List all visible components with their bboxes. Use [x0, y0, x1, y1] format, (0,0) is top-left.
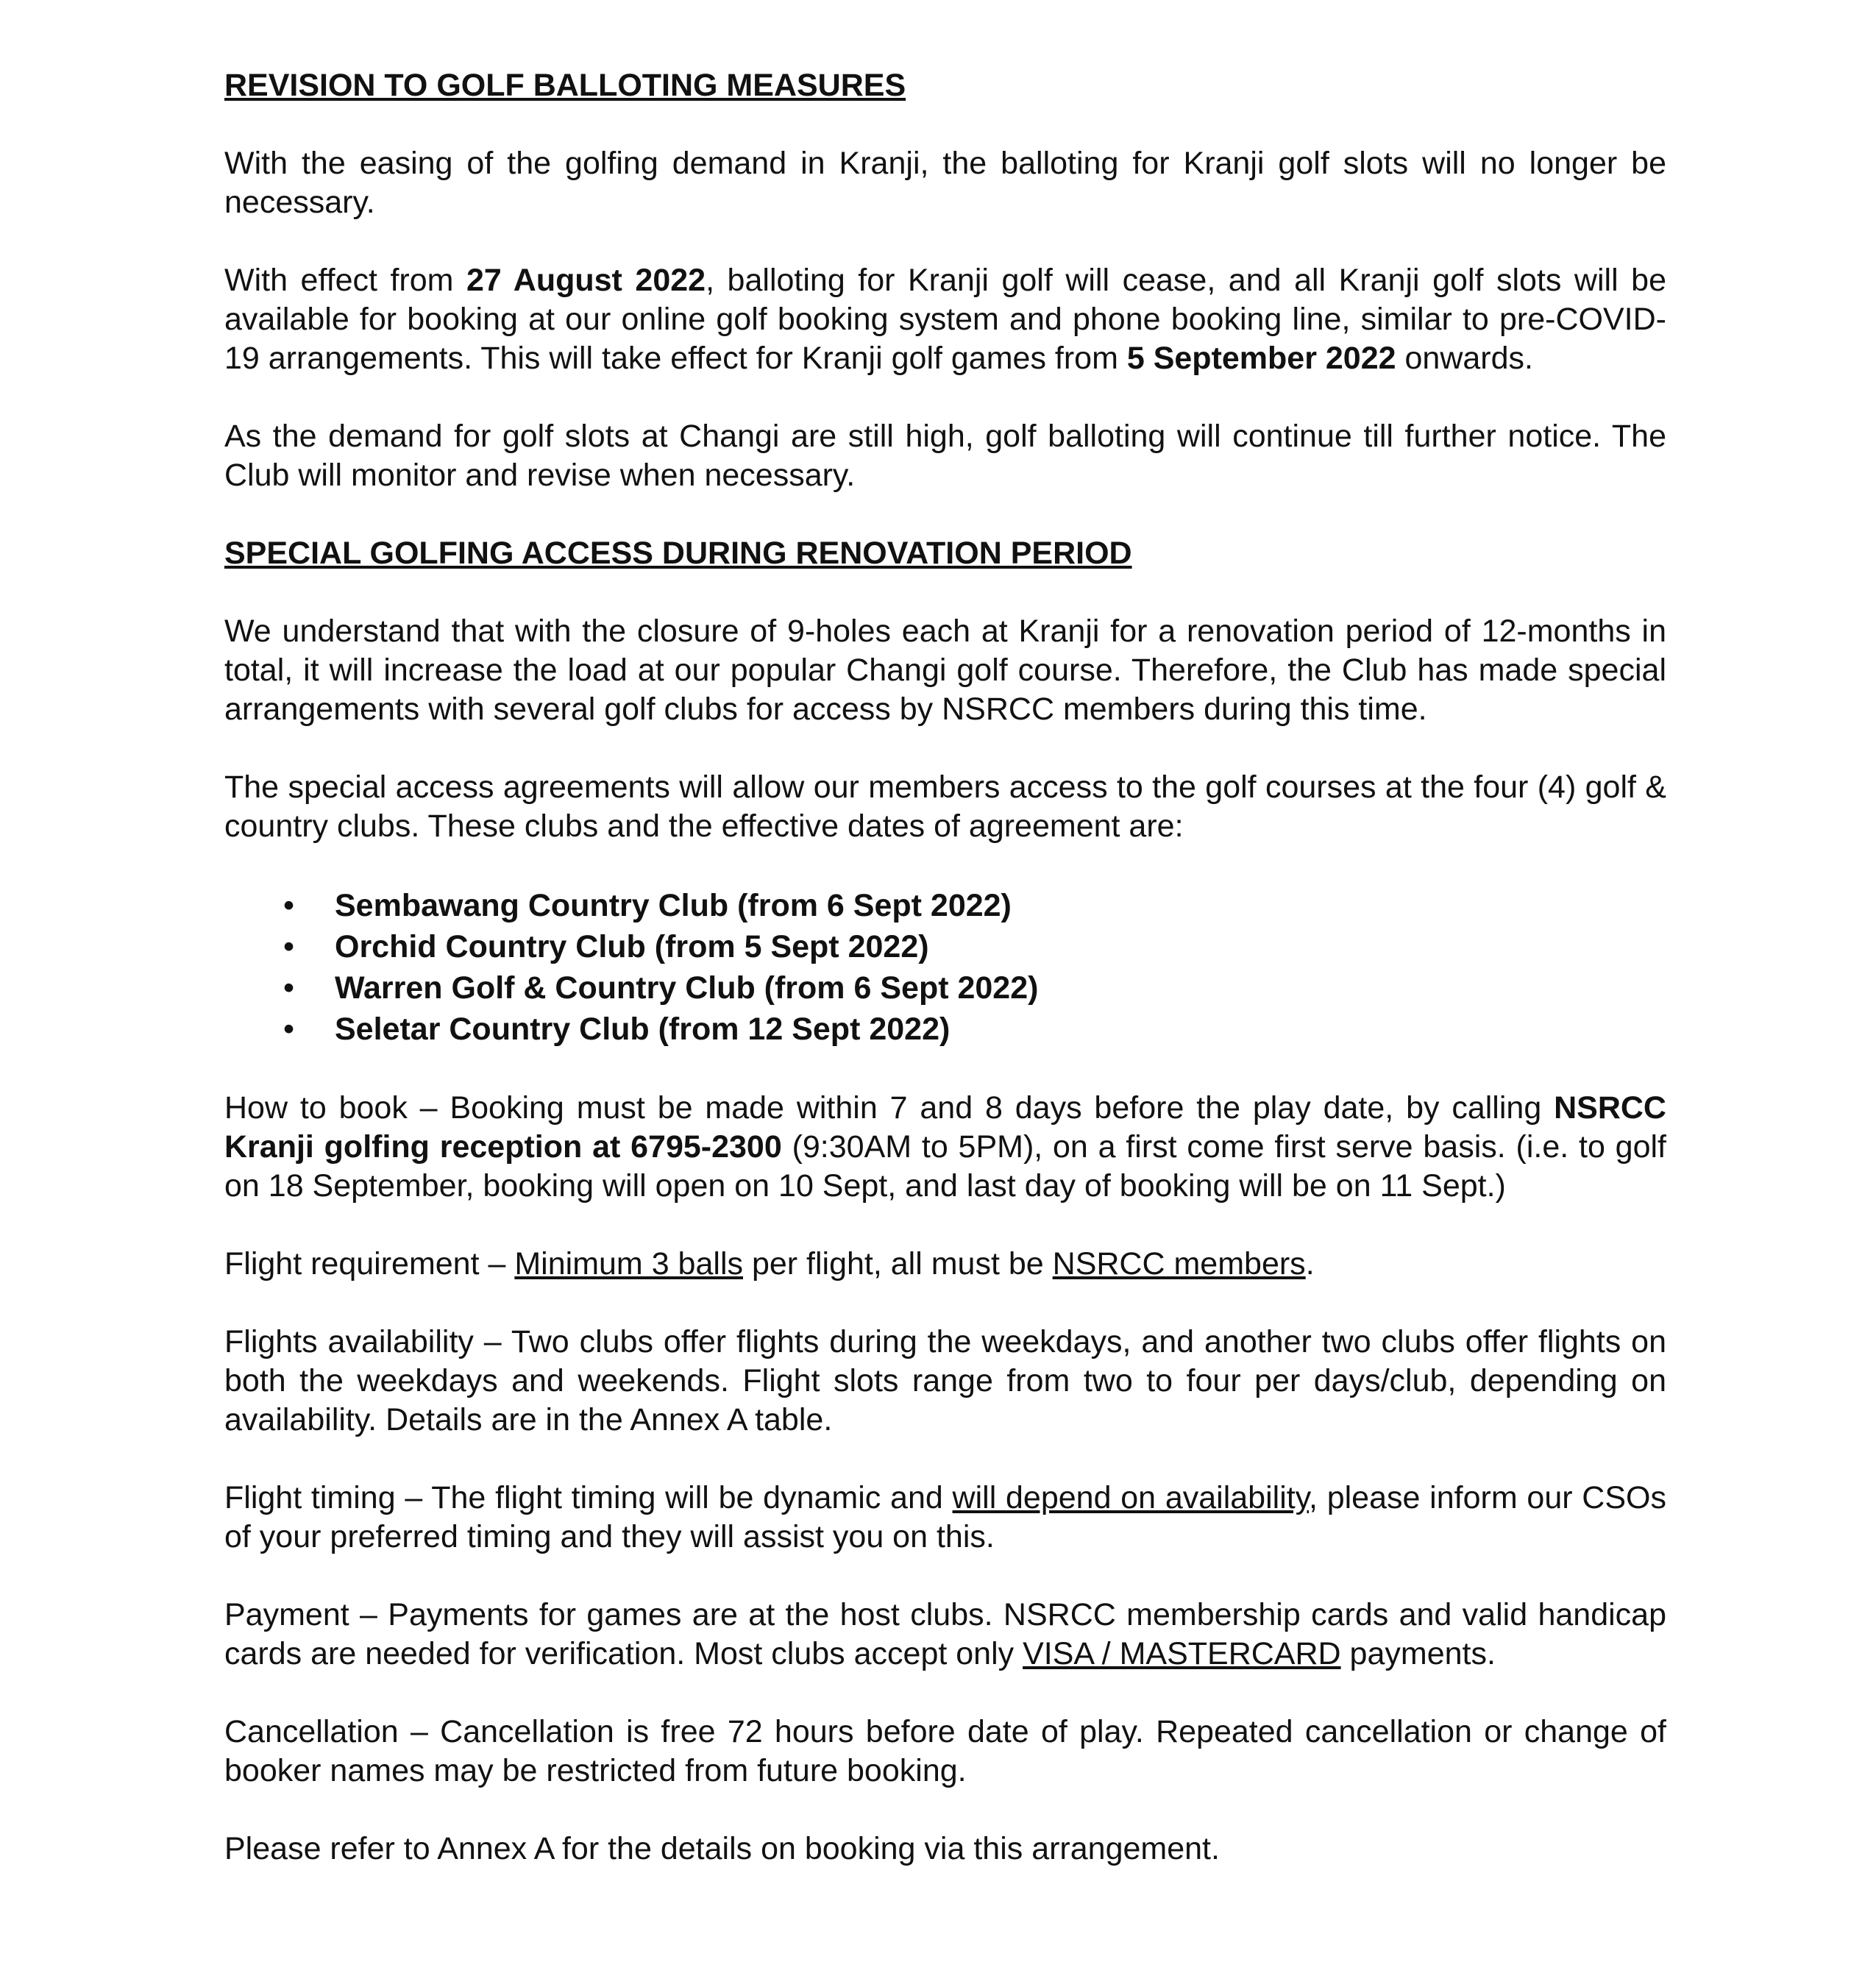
underlined-availability: will depend on availability	[952, 1480, 1310, 1515]
bullet-icon: •	[283, 929, 295, 964]
list-item	[224, 967, 1666, 1009]
list-item	[224, 926, 1666, 967]
paragraph-payment	[224, 1596, 1666, 1674]
text-segment: (9:30AM to 5PM), on a first come first serve basis. (i.e. to golf on 18 September, booking will open on 10 Sept, and last day of booking will be on 11 Sept.)	[224, 1129, 1666, 1204]
bold-date-5-september: 5 September 2022	[1126, 341, 1396, 376]
text-segment: onwards.	[1396, 341, 1533, 376]
underlined-minimum-balls: Minimum 3 balls	[514, 1246, 743, 1282]
paragraph-flights-availability: Flights availability – Two clubs offer flights during the weekdays, and another two clubs offer flights on both the weekdays and weekends. Flight slots range from two to four per days/club, depending on availability. Details are in the Annex A table.	[224, 1324, 1666, 1437]
club-name: Sembawang Country Club (from 6 Sept 2022)	[335, 888, 1012, 923]
text-segment: Flight timing – The flight timing will be dynamic and	[224, 1480, 953, 1515]
text-segment: per flight, all must be	[743, 1246, 1053, 1282]
paragraph-cancellation: Cancellation – Cancellation is free 72 hours before date of play. Repeated cancellation or change of booker names may be restricted from future booking.	[224, 1714, 1666, 1788]
paragraph-renovation-closure: We understand that with the closure of 9-holes each at Kranji for a renovation period of 12-months in total, it will increase the load at our popular Changi golf course. Therefore, the Club has made special arrangements with several golf clubs for access by NSRCC members during this time.	[224, 614, 1666, 727]
text-segment: Flight requirement –	[224, 1246, 515, 1282]
club-name: Seletar Country Club (from 12 Sept 2022)	[335, 1012, 951, 1047]
document-page	[224, 66, 1666, 1908]
text-segment: .	[1305, 1246, 1315, 1282]
section-heading-balloting: REVISION TO GOLF BALLOTING MEASURES	[224, 68, 906, 103]
paragraph-how-to-book	[224, 1089, 1666, 1206]
paragraph-changi-balloting: As the demand for golf slots at Changi are still high, golf balloting will continue till further notice. The Club will monitor and revise when necessary.	[224, 419, 1666, 493]
text-segment: , balloting for Kranji golf will cease, and all Kranji golf slots will be available for booking at our online golf booking system and phone booking line, similar to pre-COVID-19 arrangements. This will take effect for Kranji golf games from	[224, 263, 1667, 376]
underlined-nsrcc-members: NSRCC members	[1052, 1246, 1306, 1282]
club-name: Warren Golf & Country Club (from 6 Sept 2022)	[335, 970, 1039, 1006]
paragraph-flight-timing	[224, 1479, 1666, 1557]
club-name: Orchid Country Club (from 5 Sept 2022)	[335, 929, 929, 964]
paragraph-access-agreements: The special access agreements will allow our members access to the golf courses at the four (4) golf & country clubs. These clubs and the effective dates of agreement are:	[224, 769, 1666, 844]
list-item	[224, 1009, 1666, 1050]
paragraph-easing-demand: With the easing of the golfing demand in Kranji, the balloting for Kranji golf slots will no longer be necessary.	[224, 146, 1666, 220]
text-segment: With effect from	[224, 263, 467, 298]
section-heading-special-access: SPECIAL GOLFING ACCESS DURING RENOVATION PERIOD	[224, 536, 1132, 571]
text-segment: How to book – Booking must be made within 7 and 8 days before the play date, by calling	[224, 1090, 1555, 1126]
list-item	[224, 885, 1666, 926]
club-list	[224, 885, 1666, 1050]
underlined-card-types: VISA / MASTERCARD	[1023, 1636, 1341, 1671]
bold-date-27-august: 27 August 2022	[466, 263, 706, 298]
text-segment: Payment – Payments for games are at the host clubs. NSRCC membership cards and valid handicap cards are needed for verification. Most clubs accept only	[224, 1597, 1666, 1671]
text-segment: , please inform our CSOs of your preferred timing and they will assist you on this.	[224, 1480, 1666, 1554]
bullet-icon: •	[283, 970, 295, 1006]
bullet-icon: •	[283, 1012, 295, 1047]
bullet-icon: •	[283, 888, 295, 923]
paragraph-closing-note: Please refer to Annex A for the details on booking via this arrangement.	[224, 1831, 1220, 1866]
text-segment: payments.	[1340, 1636, 1496, 1671]
paragraph-effective-date	[224, 261, 1666, 378]
bold-booking-phone: NSRCC Kranji golfing reception at 6795-2300	[224, 1090, 1666, 1165]
paragraph-flight-requirement	[224, 1245, 1666, 1284]
